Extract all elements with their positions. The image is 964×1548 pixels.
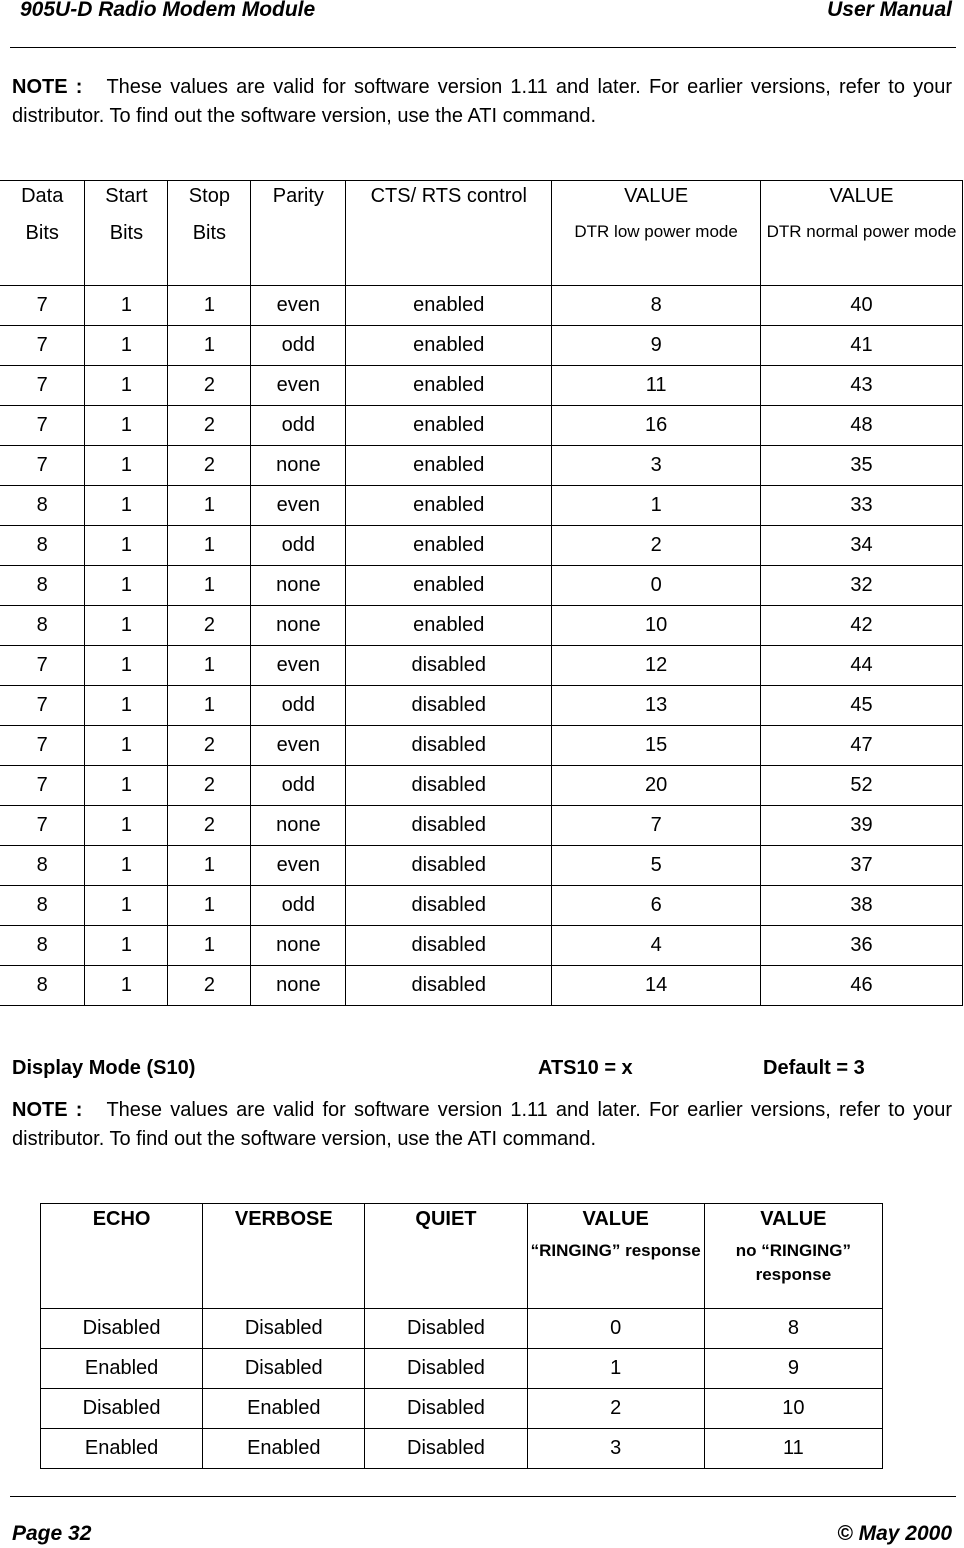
table-cell: 1 xyxy=(85,966,168,1006)
display-mode-command: ATS10 = x xyxy=(538,1057,633,1079)
table-cell: 2 xyxy=(168,446,251,486)
table-cell: 11 xyxy=(552,366,761,406)
table-header-row xyxy=(41,1204,883,1309)
table-cell: 7 xyxy=(0,646,85,686)
table-cell: 2 xyxy=(527,1389,704,1429)
table-cell: even xyxy=(251,366,346,406)
table-cell: enabled xyxy=(346,486,552,526)
table-cell: even xyxy=(251,846,346,886)
table-row xyxy=(0,886,963,926)
table-cell: odd xyxy=(251,766,346,806)
table-row xyxy=(0,486,963,526)
table-cell: 45 xyxy=(761,686,963,726)
table-cell: odd xyxy=(251,326,346,366)
table-cell: 2 xyxy=(168,406,251,446)
table-cell: odd xyxy=(251,886,346,926)
table-cell: 1 xyxy=(552,486,761,526)
table-row xyxy=(0,446,963,486)
table-cell: 8 xyxy=(0,486,85,526)
header-verbose: VERBOSE xyxy=(203,1204,365,1309)
table-cell: 4 xyxy=(552,926,761,966)
table-cell: 14 xyxy=(552,966,761,1006)
table-cell: 42 xyxy=(761,606,963,646)
table-cell: 1 xyxy=(85,366,168,406)
table-cell: 1 xyxy=(85,686,168,726)
table-cell: none xyxy=(251,566,346,606)
table-cell: 2 xyxy=(552,526,761,566)
table-cell: 8 xyxy=(0,886,85,926)
table-row xyxy=(0,726,963,766)
serial-format-table xyxy=(0,180,963,1006)
table-cell: 32 xyxy=(761,566,963,606)
table-row xyxy=(0,686,963,726)
table-row xyxy=(0,806,963,846)
table-cell: none xyxy=(251,446,346,486)
table-cell: disabled xyxy=(346,846,552,886)
table-cell: 40 xyxy=(761,286,963,326)
table-cell: 2 xyxy=(168,366,251,406)
table-cell: 1 xyxy=(168,686,251,726)
header-parity: Parity xyxy=(251,181,346,286)
table-cell: 7 xyxy=(0,766,85,806)
table-row xyxy=(0,366,963,406)
table-cell: 8 xyxy=(0,526,85,566)
header-value-normal-power: VALUE DTR normal power mode xyxy=(761,181,963,286)
table-row xyxy=(41,1429,883,1469)
table-row xyxy=(0,286,963,326)
table-cell: 43 xyxy=(761,366,963,406)
table-cell: 1 xyxy=(85,606,168,646)
table-cell: 7 xyxy=(0,726,85,766)
table-cell: enabled xyxy=(346,566,552,606)
table-cell: 8 xyxy=(552,286,761,326)
table-cell: 8 xyxy=(0,566,85,606)
table-row xyxy=(0,326,963,366)
table-row xyxy=(0,926,963,966)
table-cell: enabled xyxy=(346,366,552,406)
table-row xyxy=(41,1309,883,1349)
table-cell: 7 xyxy=(0,446,85,486)
table-cell: 1 xyxy=(168,846,251,886)
table-cell: none xyxy=(251,606,346,646)
table-cell: even xyxy=(251,646,346,686)
note-label: NOTE : xyxy=(12,76,83,98)
table-cell: 0 xyxy=(527,1309,704,1349)
table-cell: 1 xyxy=(85,726,168,766)
table-cell: 8 xyxy=(0,606,85,646)
table-cell: Disabled xyxy=(41,1309,203,1349)
table-cell: 6 xyxy=(552,886,761,926)
table-cell: odd xyxy=(251,406,346,446)
table-cell: 9 xyxy=(704,1349,882,1389)
table-cell: 39 xyxy=(761,806,963,846)
table-cell: 1 xyxy=(85,406,168,446)
table-cell: 1 xyxy=(168,286,251,326)
table-row xyxy=(41,1349,883,1389)
display-mode-default: Default = 3 xyxy=(763,1057,865,1079)
table-cell: 1 xyxy=(85,886,168,926)
table-cell: 20 xyxy=(552,766,761,806)
table-cell: 1 xyxy=(85,526,168,566)
table-cell: 52 xyxy=(761,766,963,806)
table-cell: 7 xyxy=(0,326,85,366)
table-cell: 46 xyxy=(761,966,963,1006)
table-cell: 41 xyxy=(761,326,963,366)
table-cell: Disabled xyxy=(365,1309,527,1349)
table-cell: disabled xyxy=(346,926,552,966)
table-cell: even xyxy=(251,486,346,526)
table-cell: 1 xyxy=(85,326,168,366)
table-cell: 1 xyxy=(527,1349,704,1389)
table-cell: 3 xyxy=(527,1429,704,1469)
table-cell: 10 xyxy=(704,1389,882,1429)
header-value-low-power: VALUE DTR low power mode xyxy=(552,181,761,286)
header-rule xyxy=(10,47,956,48)
header-manual-label: User Manual xyxy=(827,0,952,21)
header-cts-rts: CTS/ RTS control xyxy=(346,181,552,286)
table-cell: disabled xyxy=(346,886,552,926)
table-cell: enabled xyxy=(346,326,552,366)
table-cell: 7 xyxy=(0,286,85,326)
header-start-bits: Start Bits xyxy=(85,181,168,286)
table-cell: 2 xyxy=(168,606,251,646)
header-data-bits: Data Bits xyxy=(0,181,85,286)
table-cell: 34 xyxy=(761,526,963,566)
table-cell: 1 xyxy=(85,806,168,846)
table-header-row xyxy=(0,181,963,286)
note-text: These values are valid for software version 1.11 and later. For earlier versions, refer to your distributor. To find out the software version, use the ATI command. xyxy=(12,1099,953,1150)
table-cell: 38 xyxy=(761,886,963,926)
header-title: 905U-D Radio Modem Module xyxy=(20,0,316,21)
footer-rule xyxy=(10,1496,956,1497)
table-cell: Disabled xyxy=(203,1349,365,1389)
header-stop-bits: Stop Bits xyxy=(168,181,251,286)
header-value-ringing: VALUE “RINGING” response xyxy=(527,1204,704,1309)
table-cell: Enabled xyxy=(41,1429,203,1469)
footer-page-number: Page 32 xyxy=(12,1522,92,1545)
table-cell: Enabled xyxy=(203,1429,365,1469)
table-cell: 9 xyxy=(552,326,761,366)
table-cell: 12 xyxy=(552,646,761,686)
table-cell: Disabled xyxy=(365,1349,527,1389)
table-row xyxy=(0,606,963,646)
table-cell: 13 xyxy=(552,686,761,726)
note-paragraph-1 xyxy=(12,73,952,131)
table-cell: 8 xyxy=(0,966,85,1006)
header-quiet: QUIET xyxy=(365,1204,527,1309)
table-cell: 7 xyxy=(0,366,85,406)
table-cell: 2 xyxy=(168,966,251,1006)
table-cell: 3 xyxy=(552,446,761,486)
table-cell: 44 xyxy=(761,646,963,686)
table-cell: 1 xyxy=(85,846,168,886)
table-cell: 7 xyxy=(0,406,85,446)
table-cell: 36 xyxy=(761,926,963,966)
table-cell: 1 xyxy=(168,486,251,526)
table-cell: 7 xyxy=(552,806,761,846)
table-cell: enabled xyxy=(346,286,552,326)
note-label: NOTE : xyxy=(12,1099,83,1121)
header-echo: ECHO xyxy=(41,1204,203,1309)
table-cell: 7 xyxy=(0,806,85,846)
table-cell: 7 xyxy=(0,686,85,726)
table-cell: odd xyxy=(251,686,346,726)
table-cell: 10 xyxy=(552,606,761,646)
table-cell: 1 xyxy=(85,446,168,486)
table-cell: disabled xyxy=(346,686,552,726)
table-cell: enabled xyxy=(346,526,552,566)
table-cell: enabled xyxy=(346,606,552,646)
table-cell: Enabled xyxy=(203,1389,365,1429)
table-row xyxy=(0,646,963,686)
table-cell: 48 xyxy=(761,406,963,446)
note-text: These values are valid for software version 1.11 and later. For earlier versions, refer to your distributor. To find out the software version, use the ATI command. xyxy=(12,76,953,127)
table-cell: none xyxy=(251,926,346,966)
table-row xyxy=(0,966,963,1006)
table-cell: disabled xyxy=(346,726,552,766)
table-cell: even xyxy=(251,286,346,326)
table-cell: 1 xyxy=(168,646,251,686)
table-cell: 1 xyxy=(168,326,251,366)
table-cell: 1 xyxy=(168,566,251,606)
display-mode-table xyxy=(40,1203,883,1469)
table-row xyxy=(41,1389,883,1429)
table-cell: 2 xyxy=(168,726,251,766)
table-cell: disabled xyxy=(346,806,552,846)
footer-copyright: © May 2000 xyxy=(837,1522,952,1545)
table-cell: Disabled xyxy=(41,1389,203,1429)
header-value-no-ringing: VALUE no “RINGING” response xyxy=(704,1204,882,1309)
table-row xyxy=(0,406,963,446)
table-cell: 1 xyxy=(168,926,251,966)
table-cell: 16 xyxy=(552,406,761,446)
table-cell: disabled xyxy=(346,966,552,1006)
table-cell: 2 xyxy=(168,766,251,806)
table-cell: 33 xyxy=(761,486,963,526)
table-row xyxy=(0,566,963,606)
table-cell: 1 xyxy=(85,646,168,686)
table-cell: 1 xyxy=(85,766,168,806)
table-cell: 1 xyxy=(85,566,168,606)
table-cell: 47 xyxy=(761,726,963,766)
table-cell: 8 xyxy=(0,846,85,886)
table-cell: disabled xyxy=(346,646,552,686)
table-cell: enabled xyxy=(346,406,552,446)
table-cell: 1 xyxy=(168,886,251,926)
table-cell: 11 xyxy=(704,1429,882,1469)
table-cell: 1 xyxy=(85,926,168,966)
table-cell: Disabled xyxy=(203,1309,365,1349)
table-cell: Disabled xyxy=(365,1429,527,1469)
table-cell: 1 xyxy=(85,286,168,326)
table-row xyxy=(0,766,963,806)
table-cell: Disabled xyxy=(365,1389,527,1429)
table-cell: 37 xyxy=(761,846,963,886)
table-cell: 8 xyxy=(704,1309,882,1349)
table-cell: disabled xyxy=(346,766,552,806)
table-cell: enabled xyxy=(346,446,552,486)
table-cell: Enabled xyxy=(41,1349,203,1389)
note-paragraph-2 xyxy=(12,1096,952,1154)
table-row xyxy=(0,846,963,886)
table-cell: 2 xyxy=(168,806,251,846)
display-mode-title: Display Mode (S10) xyxy=(12,1057,196,1079)
table-row xyxy=(0,526,963,566)
table-cell: even xyxy=(251,726,346,766)
table-cell: odd xyxy=(251,526,346,566)
table-cell: 1 xyxy=(85,486,168,526)
table-cell: 35 xyxy=(761,446,963,486)
table-cell: 8 xyxy=(0,926,85,966)
table-cell: 1 xyxy=(168,526,251,566)
table-cell: none xyxy=(251,966,346,1006)
table-cell: 5 xyxy=(552,846,761,886)
table-cell: 0 xyxy=(552,566,761,606)
table-cell: none xyxy=(251,806,346,846)
table-cell: 15 xyxy=(552,726,761,766)
